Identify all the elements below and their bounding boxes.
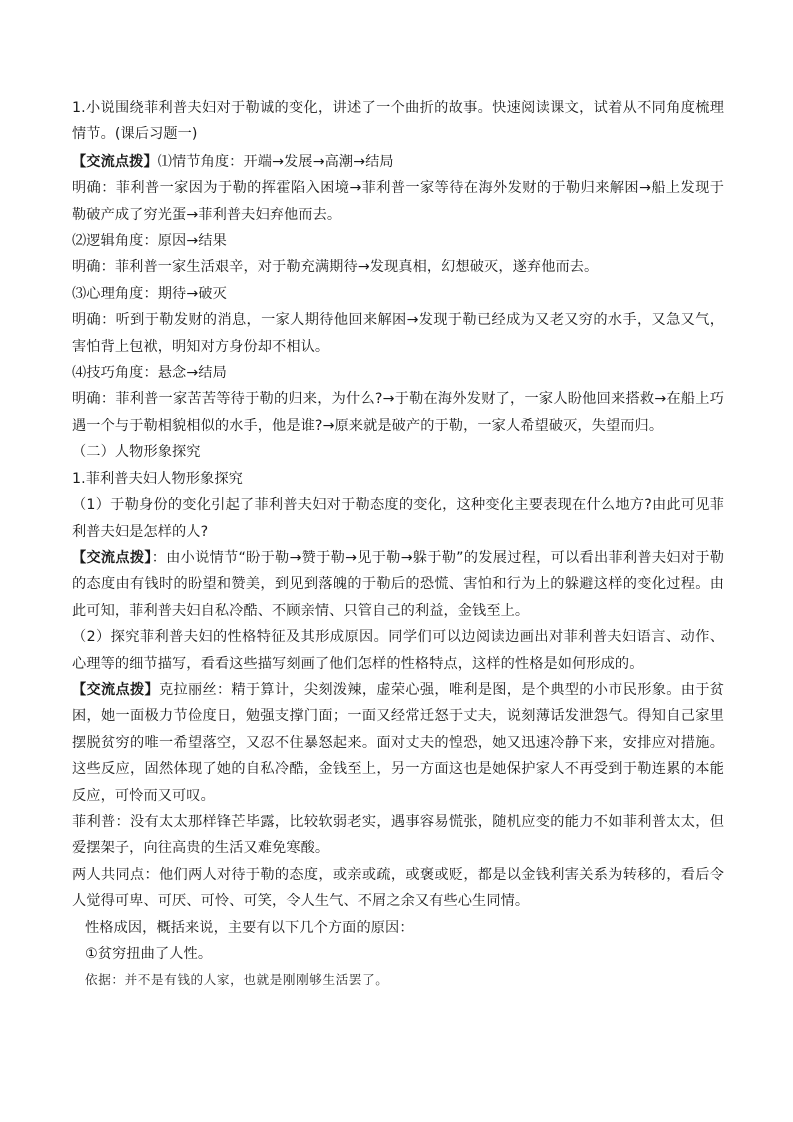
plot-angle-4: ⑷技巧角度：悬念→结局 bbox=[72, 365, 227, 382]
exchange-tag: 【交流点拨】 bbox=[72, 549, 152, 566]
character-question-2: （2）探究菲利普夫妇的性格特征及其形成原因。同学们可以边阅读边画出对菲利普夫妇语言、动作、心理等的细节描写，看看这些描写刻画了他们怎样的性格特点，这样的性格是如何形成的。 bbox=[72, 629, 724, 672]
plot-answer-1: 明确：菲利普一家因为于勒的挥霍陷入困境→菲利普一家等待在海外发财的于勒归来解困→船上发现于勒破产成了穷光蛋→菲利普夫妇弃他而去。 bbox=[72, 180, 724, 223]
causes-intro: 性格成因，概括来说，主要有以下几个方面的原因： bbox=[85, 919, 414, 936]
question-1: 1.小说围绕菲利普夫妇对于勒诚的变化，讲述了一个曲折的故事。快速阅读课文，试着从不同角度梳理情节。(课后习题一) bbox=[72, 100, 724, 143]
common-traits: 两人共同点：他们两人对待于勒的态度，或亲或疏，或褒或贬，都是以金钱利害关系为转移的，看后令人觉得可卑、可厌、可怜、可笑，令人生气、不屑之余又有些心生同情。 bbox=[72, 866, 724, 910]
plot-angle-1-text: ⑴情节角度：开端→发展→高潮→结局 bbox=[157, 153, 394, 170]
plot-answer-3: 明确：听到于勒发财的消息，一家人期待他回来解困→发现于勒已经成为又老又穷的水手，又急又气，害怕背上包袱，明知对方身份却不相认。 bbox=[72, 312, 724, 355]
plot-angle-1 bbox=[72, 149, 724, 175]
plot-angle-2: ⑵逻辑角度：原因→结果 bbox=[72, 233, 227, 250]
section-2-subtitle: 1.菲利普夫妇人物形象探究 bbox=[72, 470, 243, 487]
plot-answer-4: 明确：菲利普一家苦苦等待于勒的归来，为什么?→于勒在海外发财了，一家人盼他回来搭救→在船上巧遇一个与于勒相貌相似的水手，他是谁?→原来就是破产的于勒，一家人希望破灭，失望而归。 bbox=[72, 391, 724, 434]
character-answer-2-text: 克拉丽丝：精于算计，尖刻泼辣，虚荣心强，唯利是图，是个典型的小市民形象。由于贫困，她一面极力节俭度日，勉强支撑门面；一面又经常迁怒于丈夫，说刻薄话发泄怨气。得知自己家里摆脱贫穷的唯一希望落空，又忍不住暴怒起来。面对丈夫的惶恐，她又迅速冷静下来，安排应对措施。这些反应，固然体现了她的自私冷酷，金钱至上，另一方面这也是她保护家人不再受到于勒连累的本能反应，可怜而又可叹。 bbox=[72, 681, 724, 804]
exchange-tag: 【交流点拨】 bbox=[72, 681, 159, 698]
plot-answer-2: 明确：菲利普一家生活艰辛，对于勒充满期待→发现真相，幻想破灭，遂弃他而去。 bbox=[72, 259, 599, 276]
character-answer-1 bbox=[72, 545, 724, 624]
cause-1-basis: 依据：并不是有钱的人家，也就是刚刚够生活罢了。 bbox=[85, 972, 389, 988]
plot-angle-3: ⑶心理角度：期待→破灭 bbox=[72, 285, 227, 302]
philippe-description: 菲利普：没有太太那样锋芒毕露，比较软弱老实，遇事容易慌张，随机应变的能力不如菲利普太太，但爱摆架子，向往高贵的生活又难免寒酸。 bbox=[72, 813, 724, 857]
cause-1: ①贫穷扭曲了人性。 bbox=[85, 946, 213, 962]
character-question-1: （1）于勒身份的变化引起了菲利普夫妇对于勒态度的变化，这种变化主要表现在什么地方?由此可见菲利普夫妇是怎样的人? bbox=[72, 497, 724, 540]
character-answer-1-text: ：由小说情节“盼于勒→赞于勒→见于勒→躲于勒”的发展过程，可以看出菲利普夫妇对于勒的态度由有钱时的盼望和赞美，到见到落魄的于勒后的恐慌、害怕和行为上的躲避这样的变化过程。由此可知，菲利普夫妇自私冷酷、不顾亲情、只管自己的利益，金钱至上。 bbox=[72, 549, 724, 619]
character-answer-2 bbox=[72, 677, 724, 809]
document-body bbox=[72, 95, 724, 994]
exchange-tag: 【交流点拨】 bbox=[72, 153, 158, 170]
section-2-title: （二）人物形象探究 bbox=[72, 444, 201, 461]
